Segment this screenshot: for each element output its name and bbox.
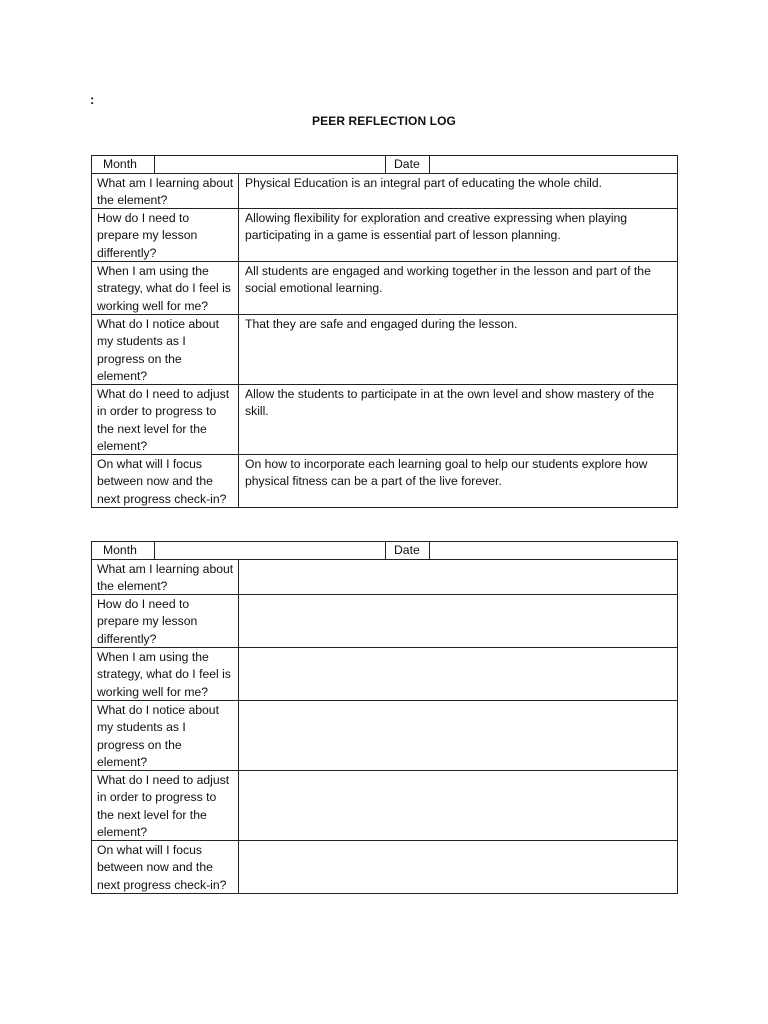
month-label: Month [92, 156, 155, 173]
question-cell: On what will I focus between now and the next progress check-in? [92, 841, 239, 893]
answer-cell[interactable]: Allowing flexibility for exploration and creative expressing when playing participating in a game is essential part of lesson planning. [245, 211, 628, 243]
table-header-row [92, 542, 677, 560]
table-row [92, 771, 677, 841]
question-cell: When I am using the strategy, what do I feel is working well for me? [92, 262, 239, 314]
table-row [92, 209, 677, 262]
table-row [92, 595, 677, 648]
table-row [92, 315, 677, 385]
table-header-row [92, 156, 677, 174]
reflection-table-2 [91, 541, 678, 894]
date-value-field[interactable] [430, 156, 677, 173]
reflection-table-1 [91, 155, 678, 508]
answer-cell[interactable]: All students are engaged and working together in the lesson and part of the social emotional learning. [245, 264, 651, 296]
table-row [92, 455, 677, 507]
table-row [92, 174, 677, 209]
month-value-field[interactable] [155, 156, 386, 173]
question-cell: What am I learning about the element? [92, 560, 239, 594]
answer-cell[interactable]: That they are safe and engaged during the lesson. [245, 317, 518, 331]
date-value-field[interactable] [430, 542, 677, 559]
question-cell: How do I need to prepare my lesson differently? [92, 595, 239, 647]
table-row [92, 701, 677, 771]
answer-cell[interactable]: Physical Education is an integral part of educating the whole child. [245, 176, 603, 190]
answer-cell[interactable]: Allow the students to participate in at the own level and show mastery of the skill. [245, 387, 655, 419]
question-cell: What do I need to adjust in order to progress to the next level for the element? [92, 385, 239, 454]
question-cell: When I am using the strategy, what do I feel is working well for me? [92, 648, 239, 700]
question-cell: What do I notice about my students as I progress on the element? [92, 315, 239, 384]
table-row [92, 648, 677, 701]
table-row [92, 385, 677, 455]
answer-cell[interactable] [239, 560, 677, 594]
question-cell: What do I need to adjust in order to progress to the next level for the element? [92, 771, 239, 840]
question-cell: What am I learning about the element? [92, 174, 239, 208]
page-title: PEER REFLECTION LOG [312, 114, 456, 128]
table-row [92, 560, 677, 595]
answer-cell[interactable] [239, 595, 677, 647]
answer-cell[interactable] [239, 841, 677, 893]
answer-cell[interactable] [239, 648, 677, 700]
month-label: Month [92, 542, 155, 559]
question-cell: What do I notice about my students as I progress on the element? [92, 701, 239, 770]
month-value-field[interactable] [155, 542, 386, 559]
answer-cell[interactable] [239, 771, 677, 840]
date-label: Date [386, 156, 430, 173]
table-row [92, 841, 677, 893]
stray-colon: : [90, 92, 95, 107]
date-label: Date [386, 542, 430, 559]
answer-cell[interactable] [239, 701, 677, 770]
question-cell: On what will I focus between now and the next progress check-in? [92, 455, 239, 507]
table-row [92, 262, 677, 315]
answer-cell[interactable]: On how to incorporate each learning goal to help our students explore how physical fitness can be a part of the live forever. [245, 457, 648, 489]
question-cell: How do I need to prepare my lesson differently? [92, 209, 239, 261]
